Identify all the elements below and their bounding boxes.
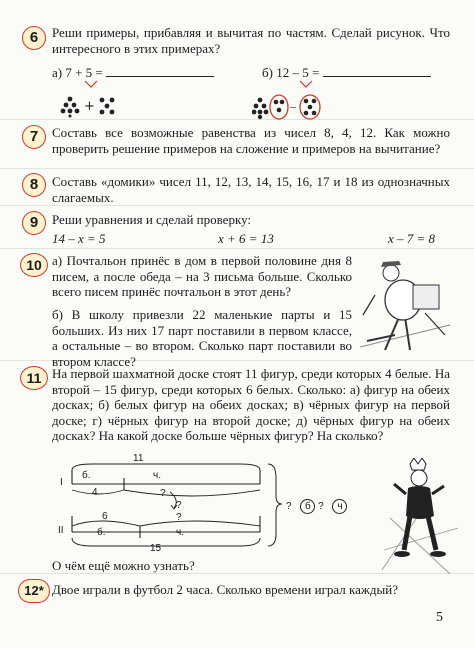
q1-label: ? (160, 488, 166, 499)
segment-b2-label: б. (97, 527, 106, 538)
circle-ch: ч (332, 499, 347, 514)
chess-king-illustration (380, 458, 460, 576)
task-number-6: 6 (22, 26, 46, 50)
task-number-11: 11 (20, 366, 48, 390)
task-number-9: 9 (22, 211, 46, 235)
split-arc-6a (84, 80, 98, 88)
b1-value: 4 (92, 487, 98, 498)
svg-text:–: – (290, 99, 296, 113)
dots-drawing-6a (60, 94, 130, 118)
segment-ch1-label: ч. (153, 470, 161, 481)
brace-question (286, 499, 347, 514)
task-10b-text: б) В школу привезли 22 маленькие парты и 15 больших. Из них 17 парт поставили в первом классе, а остальные – во втором. Сколько парт поставили во втором классе? (52, 307, 352, 369)
svg-text:+: + (84, 99, 95, 114)
row1-label: I (60, 477, 63, 488)
task-8-text: Составь «домики» чисел 11, 12, 13, 14, 15, 16, 17 и 18 из однозначных слагаемых. (52, 174, 450, 205)
task-10a-text: а) Почтальон принёс в дом в первой половине дня 8 писем, а после обеда – на 3 письма больше. Сколько всего писем принёс почтальон в этот день? (52, 253, 352, 300)
question-mark-mid: ? (318, 501, 324, 512)
circle-b: б (300, 499, 315, 514)
task-number-7: 7 (22, 125, 46, 149)
task-11-text: На первой шахматной доске стоят 11 фигур, среди которых 4 белые. На второй – 15 фигур, среди которых 6 белых. Сколько: а) фигур на обеих досках; б) белых фигур на обеих досках; в) чёрных фигур на первой доске; г) чёрных фигур на второй доске; д) чёрных фигур на обеих досках? На какой доске больше чёрных фигур? На сколько? (52, 366, 450, 444)
task-6a-label: а) 7 + 5 = (52, 65, 103, 80)
segment-b1-label: б. (82, 470, 91, 481)
split-arc-6b (299, 80, 313, 88)
q2-label: ? (176, 512, 182, 523)
task-6a (52, 65, 214, 81)
row2-label: II (58, 525, 64, 536)
task-11-question: О чём ещё можно узнать? (52, 558, 195, 573)
task-9-text: Реши уравнения и сделай проверку: (52, 212, 252, 227)
q-arrow-label: ? (176, 500, 182, 511)
task-12-text: Двое играли в футбол 2 часа. Сколько времени играл каждый? (52, 582, 398, 597)
answer-line-6a (106, 76, 214, 77)
task-6b (262, 65, 431, 81)
postman-illustration (355, 255, 455, 355)
task-number-12: 12* (18, 579, 50, 603)
dots-drawing-6b (252, 92, 324, 120)
task-number-10: 10 (20, 253, 48, 277)
brace-q: ? (286, 501, 292, 512)
task-6-text: Реши примеры, прибавляя и вычитая по частям. Сделай рисунок. Что интересного в этих примерах? (52, 25, 450, 56)
top-total-label: 11 (133, 453, 144, 464)
task-6b-label: б) 12 – 5 = (262, 65, 320, 80)
page-number: 5 (436, 610, 443, 625)
task-9-eq2: x + 6 = 13 (218, 231, 274, 246)
answer-line-6b (323, 76, 431, 77)
task-9-eq3: x – 7 = 8 (388, 231, 436, 246)
segment-ch2-label: ч. (176, 527, 184, 538)
bottom-total-label: 15 (150, 543, 162, 554)
b2-value: 6 (102, 511, 108, 522)
task-9-eq1: 14 – x = 5 (52, 231, 106, 246)
task-number-8: 8 (22, 173, 46, 197)
task-7-text: Составь все возможные равенства из чисел 8, 4, 12. Как можно проверить решение примеров на сложение и примеров на вычитание? (52, 125, 450, 156)
